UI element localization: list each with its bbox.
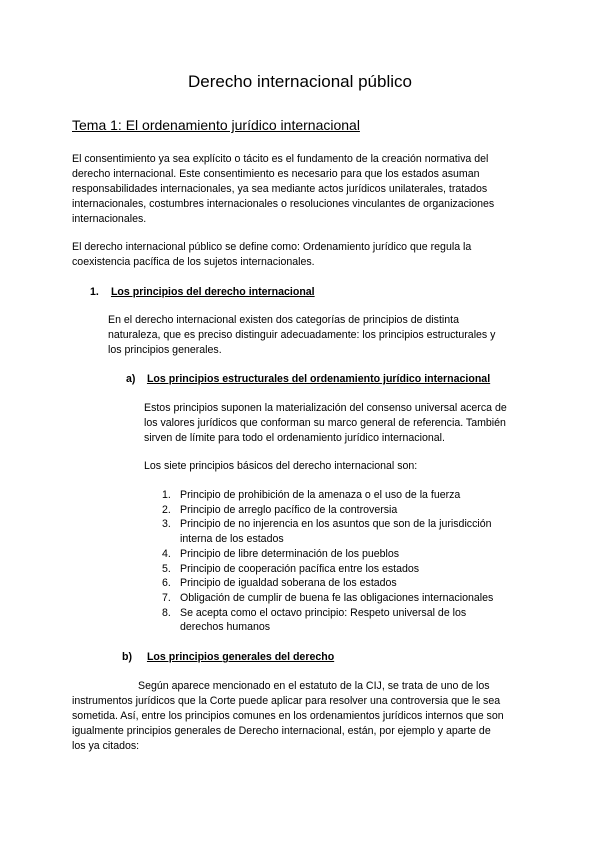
text-line: internacionales, costumbres internacionales o resoluciones vinculantes de organizaciones bbox=[72, 198, 495, 210]
text-line: En el derecho internacional existen dos categorías de principios de distinta bbox=[108, 314, 459, 326]
intro-paragraph-1 bbox=[72, 152, 494, 227]
list-item bbox=[158, 488, 493, 503]
section-1-paragraph bbox=[108, 313, 495, 358]
text-line: igualmente principios generales de Derecho internacional, están, por ejemplo y aparte de bbox=[72, 725, 491, 737]
list-number: 6. bbox=[162, 577, 171, 590]
subsection-b-paragraph bbox=[72, 679, 504, 754]
text-line: sirven de límite para todo el ordenamiento jurídico internacional. bbox=[144, 432, 445, 444]
text-line: instrumentos jurídicos que la Corte puede aplicar para resolver una controversia que le sea bbox=[72, 695, 501, 707]
principles-list bbox=[158, 488, 493, 635]
text-line: internacionales. bbox=[72, 213, 147, 225]
text-line: El consentimiento ya sea explícito o tácito es el fundamento de la creación normativa del bbox=[72, 153, 489, 165]
document-title: Derecho internacional público bbox=[188, 72, 412, 91]
list-text: derechos humanos bbox=[180, 621, 271, 634]
list-item bbox=[158, 606, 493, 635]
list-text: Principio de arreglo pacífico de la controversia bbox=[180, 503, 398, 516]
subsection-a-paragraph-2 bbox=[144, 459, 417, 474]
tema-heading: Tema 1: El ordenamiento jurídico internacional bbox=[72, 117, 360, 133]
list-item bbox=[158, 576, 493, 591]
list-text: Principio de prohibición de la amenaza o el uso de la fuerza bbox=[180, 489, 461, 501]
list-item bbox=[158, 547, 493, 562]
text-line: El derecho internacional público se define como: Ordenamiento jurídico que regula la bbox=[72, 241, 472, 253]
text-line: responsabilidades internacionales, ya sea mediante actos jurídicos unilaterales, tratados bbox=[72, 183, 488, 195]
list-text: Se acepta como el octavo principio: Respeto universal de los bbox=[180, 606, 467, 619]
text-line: los valores jurídicos que conforman su marco general de referencia. También bbox=[144, 417, 506, 429]
subsection-a-heading bbox=[126, 372, 490, 387]
text-line: los ya citados: bbox=[72, 740, 140, 752]
text-line: Los siete principios básicos del derecho internacional son: bbox=[144, 460, 418, 472]
list-text: Principio de igualdad soberana de los estados bbox=[180, 577, 397, 590]
list-number: 7. bbox=[162, 591, 171, 604]
subsection-title: Los principios generales del derecho bbox=[146, 651, 335, 663]
section-number: 1. bbox=[90, 286, 99, 298]
subsection-title: Los principios estructurales del ordenamiento jurídico internacional bbox=[146, 373, 491, 385]
list-text: Principio de no injerencia en los asuntos que son de la jurisdicción bbox=[180, 518, 492, 531]
list-number: 4. bbox=[162, 547, 171, 560]
list-number: 1. bbox=[162, 489, 171, 501]
section-title: Los principios del derecho internacional bbox=[110, 286, 315, 298]
list-text: Principio de cooperación pacífica entre los estados bbox=[180, 562, 420, 575]
subsection-letter: a) bbox=[126, 373, 136, 385]
list-number: 5. bbox=[162, 562, 171, 575]
list-text: interna de los estados bbox=[180, 533, 284, 546]
section-1-heading bbox=[90, 285, 315, 300]
list-item bbox=[158, 503, 493, 518]
list-item bbox=[158, 517, 493, 546]
list-number: 8. bbox=[162, 606, 171, 619]
subsection-b-heading bbox=[122, 650, 334, 665]
list-item bbox=[158, 562, 493, 577]
list-text: Principio de libre determinación de los pueblos bbox=[180, 547, 400, 560]
list-number: 2. bbox=[162, 503, 171, 516]
text-line: Estos principios suponen la materialización del consenso universal acerca de bbox=[144, 402, 507, 414]
text-line: naturaleza, que es preciso distinguir adecuadamente: los principios estructurales y bbox=[108, 329, 496, 341]
subsection-a-paragraph-1 bbox=[144, 401, 507, 446]
text-line: los principios generales. bbox=[108, 344, 222, 356]
text-line: Según aparece mencionado en el estatuto de la CIJ, se trata de uno de los bbox=[138, 680, 490, 692]
list-text: Obligación de cumplir de buena fe las obligaciones internacionales bbox=[180, 591, 494, 604]
list-item bbox=[158, 591, 493, 606]
list-number: 3. bbox=[162, 518, 171, 531]
intro-paragraph-2 bbox=[72, 240, 471, 270]
text-line: sometida. Así, entre los principios comunes en los ordenamientos jurídicos internos que son bbox=[72, 710, 504, 722]
subsection-letter: b) bbox=[122, 651, 132, 663]
text-line: coexistencia pacífica de los sujetos internacionales. bbox=[72, 256, 315, 268]
text-line: derecho internacional. Este consentimiento es necesario para que los estados asuman bbox=[72, 168, 480, 180]
